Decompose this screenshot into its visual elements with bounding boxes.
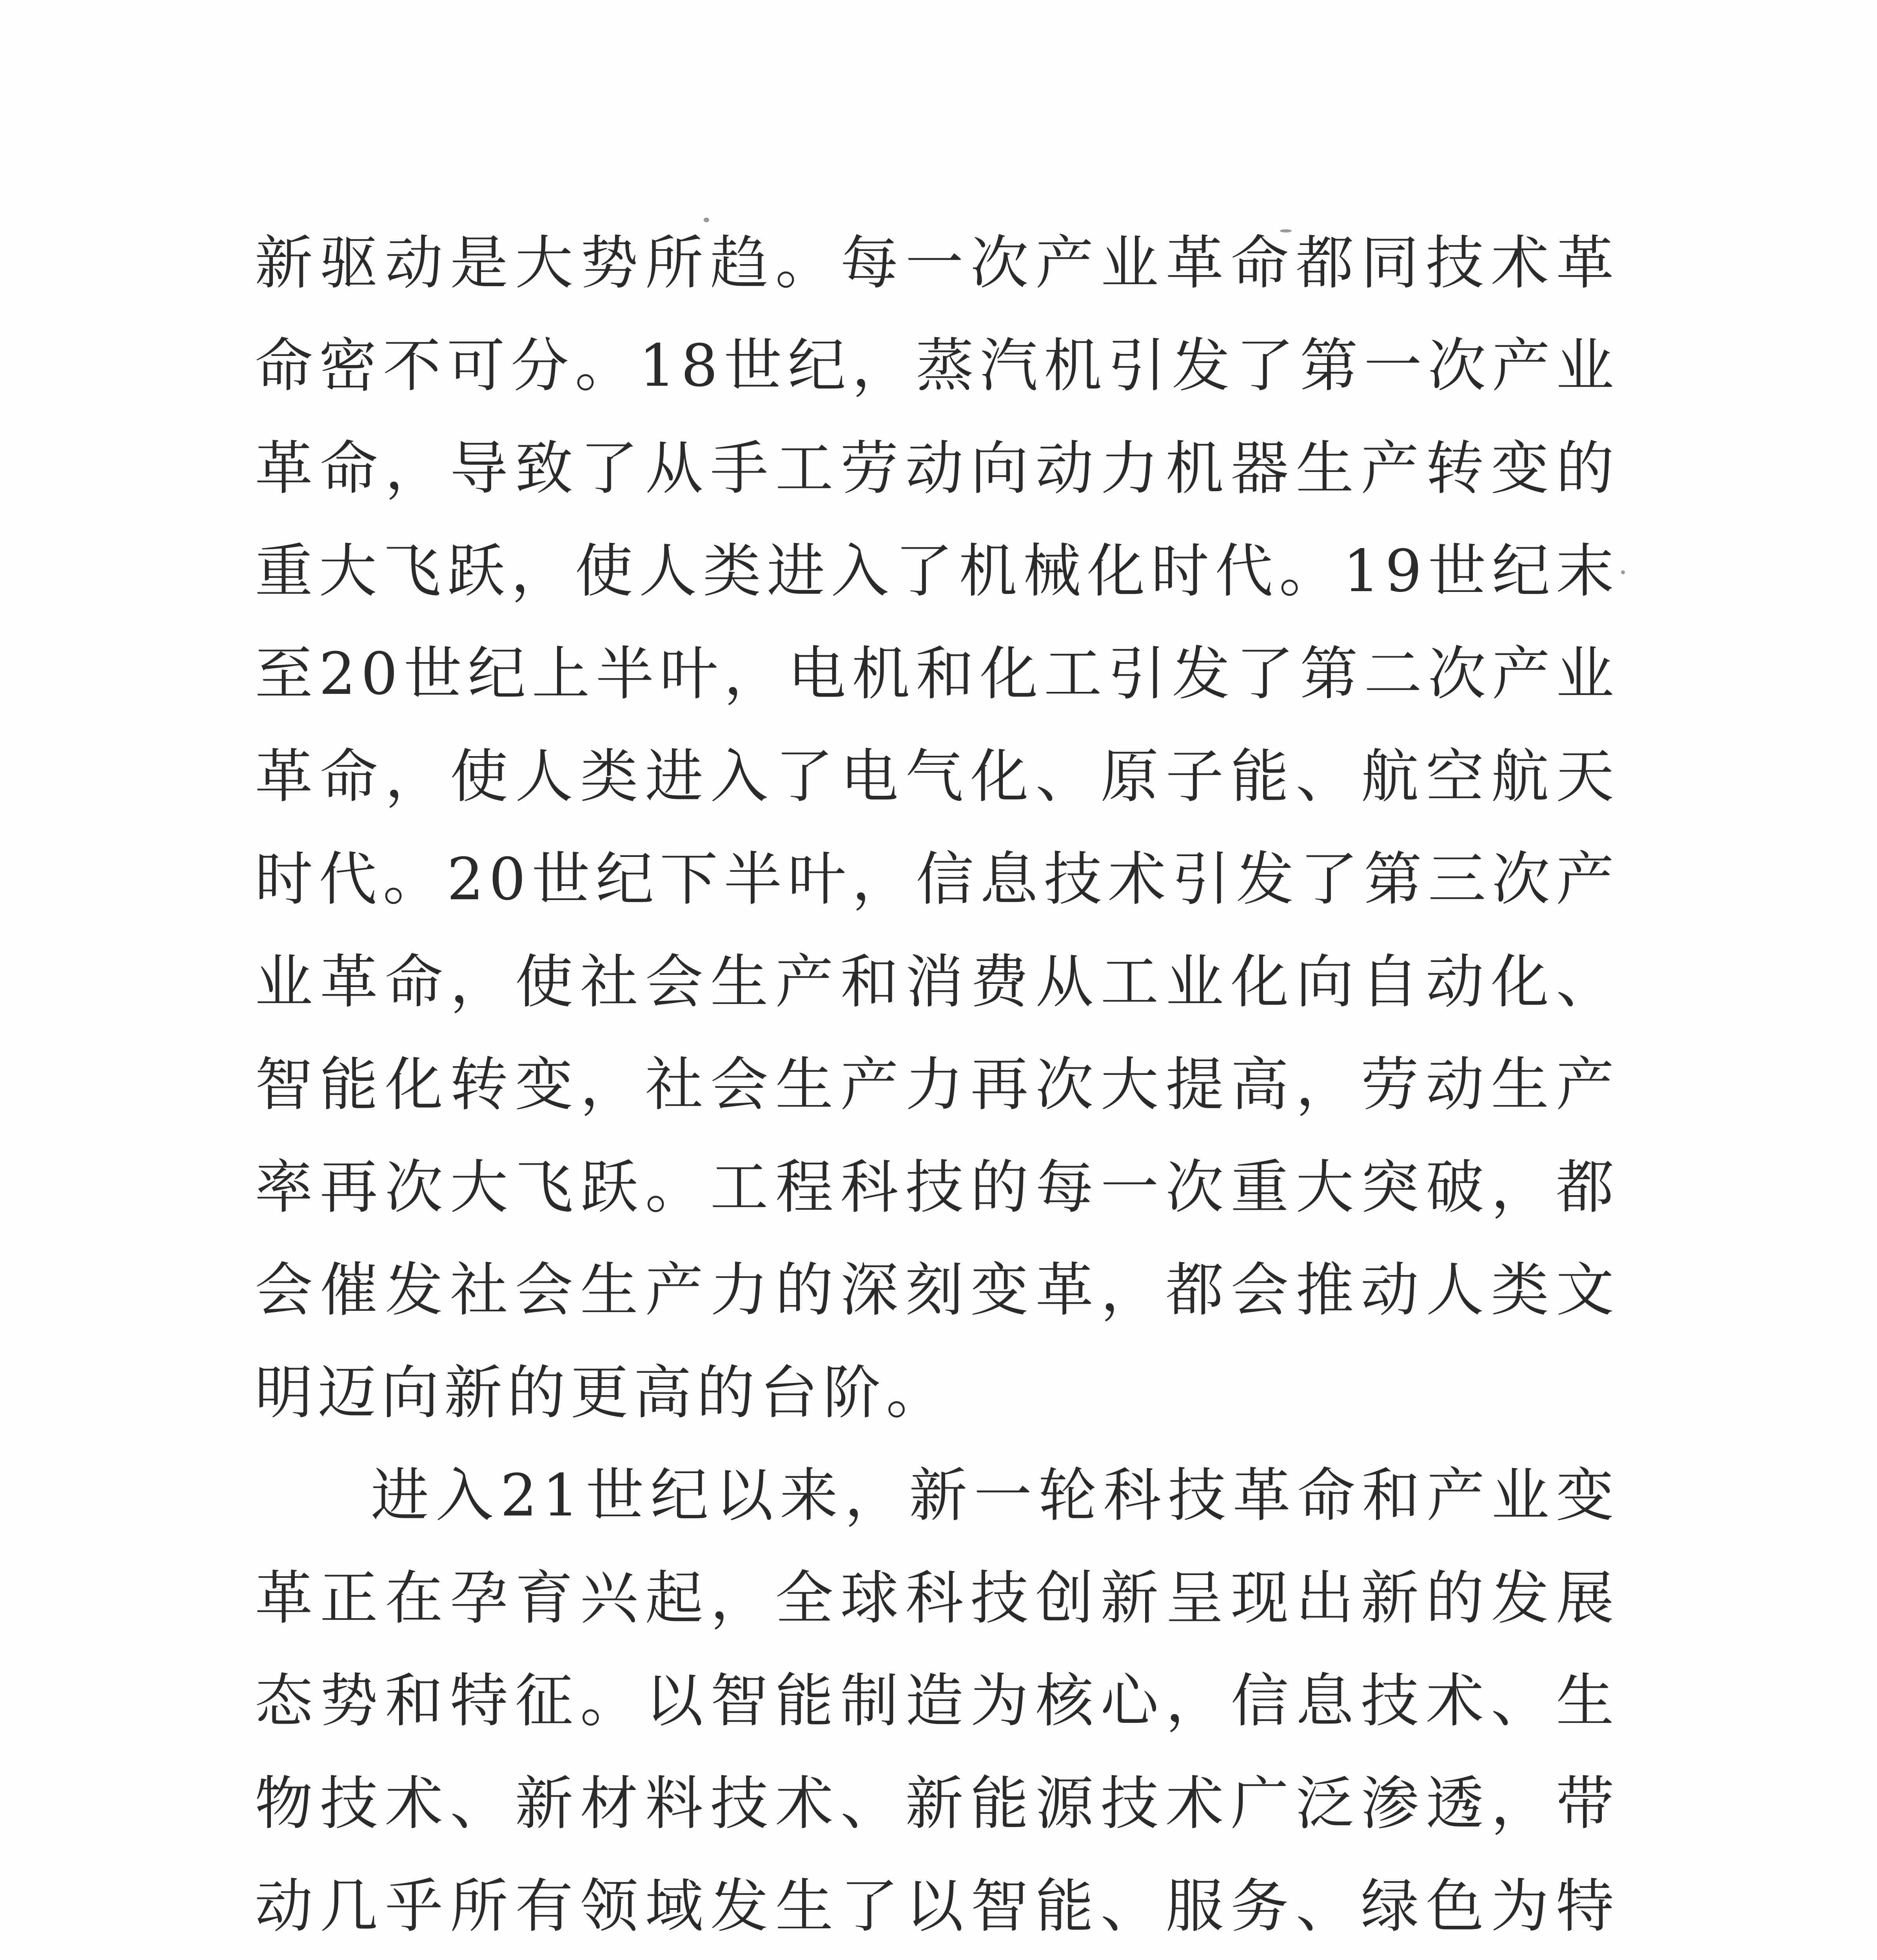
scan-speck (1621, 570, 1625, 574)
paragraph-1: 新驱动是大势所趋。每一次产业革命都同技术革命密不可分。18世纪，蒸汽机引发了第一次产业革命，导致了从手工劳动向动力机器生产转变的重大飞跃，使人类进入了机械化时代。19世纪末至20世纪上半叶，电机和化工引发了第二次产业革命，使人类进入了电气化、原子能、航空航天时代。20世纪下半叶，信息技术引发了第三次产业革命，使社会生产和消费从工业化向自动化、智能化转变，社会生产力再次大提高，劳动生产率再次大飞跃。工程科技的每一次重大突破，都会催发社会生产力的深刻变革，都会推动人类文明迈向新的更高的台阶。 (255, 229, 1619, 1426)
body-text (255, 212, 1619, 1960)
paragraph-2: 进入21世纪以来，新一轮科技革命和产业变革正在孕育兴起，全球科技创新呈现出新的发展态势和特征。以智能制造为核心，信息技术、生物技术、新材料技术、新能源技术广泛渗透，带动几乎所有领域发生了以智能、服务、绿色为特 (255, 1462, 1619, 1940)
